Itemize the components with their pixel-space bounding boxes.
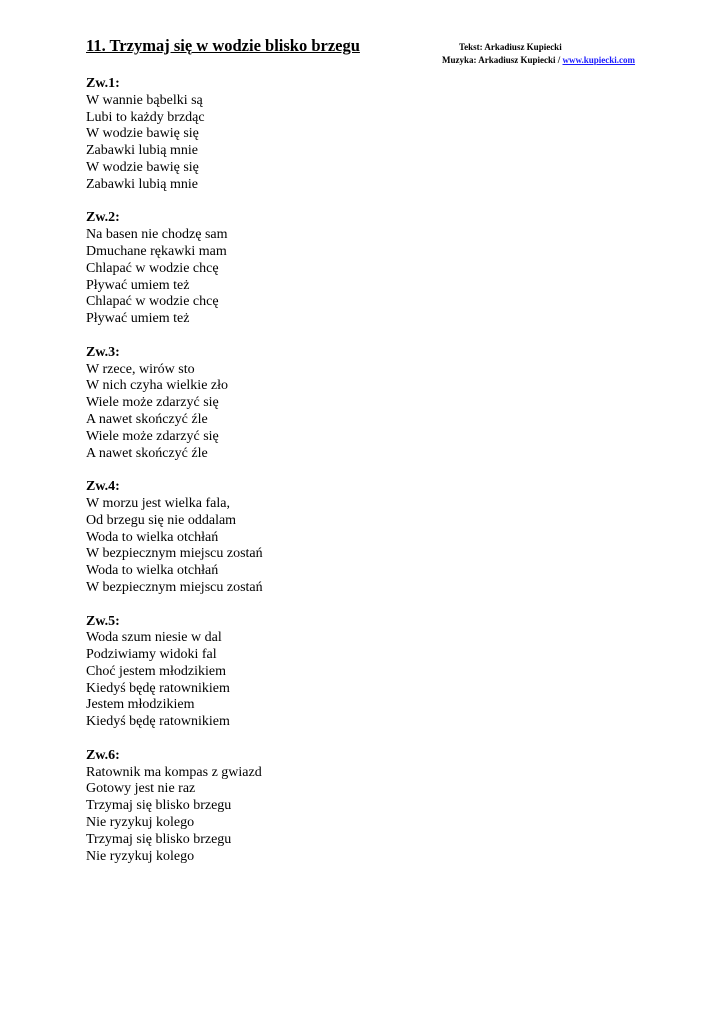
verse-block xyxy=(86,210,486,328)
verse-label: Zw.2: xyxy=(86,210,120,226)
verse-line: Wiele może zdarzyć się xyxy=(86,395,219,411)
verse-label: Zw.4: xyxy=(86,479,120,495)
verse-line: W wodzie bawię się xyxy=(86,126,199,142)
verse-block xyxy=(86,479,486,597)
lyrics-body xyxy=(86,76,486,882)
verse-line: Woda to wielka otchłań xyxy=(86,563,219,579)
verse-block xyxy=(86,76,486,194)
verse-line: A nawet skończyć źle xyxy=(86,445,208,461)
verse-label: Zw.3: xyxy=(86,344,120,360)
verse-line: Zabawki lubią mnie xyxy=(86,176,198,192)
verse-line: A nawet skończyć źle xyxy=(86,411,208,427)
verse-line: Dmuchane rękawki mam xyxy=(86,243,227,259)
verse-line: Trzymaj się blisko brzegu xyxy=(86,831,232,847)
verse-block xyxy=(86,614,486,732)
music-credit-label: Muzyka: Arkadiusz Kupiecki / xyxy=(442,55,561,65)
verse-line: Trzymaj się blisko brzegu xyxy=(86,798,232,814)
verse-line: Ratownik ma kompas z gwiazd xyxy=(86,764,262,780)
verse-line: Gotowy jest nie raz xyxy=(86,781,196,797)
page-title: 11. Trzymaj się w wodzie blisko brzegu xyxy=(86,36,360,55)
verse-line: W wannie bąbelki są xyxy=(86,92,203,108)
verse-line: Lubi to każdy brzdąc xyxy=(86,109,205,125)
verse-block xyxy=(86,345,486,463)
verse-line: W nich czyha wielkie zło xyxy=(86,378,229,394)
verse-line: Nie ryzykuj kolego xyxy=(86,848,195,864)
verse-line: Chlapać w wodzie chcę xyxy=(86,294,219,310)
verse-line: Woda to wielka otchłań xyxy=(86,529,219,545)
verse-line: Pływać umiem też xyxy=(86,311,190,327)
verse-line: Zabawki lubią mnie xyxy=(86,143,198,159)
verse-line: Chlapać w wodzie chcę xyxy=(86,260,219,276)
verse-line: W bezpiecznym miejscu zostań xyxy=(86,579,263,595)
verse-label: Zw.6: xyxy=(86,747,120,763)
credits-block xyxy=(442,41,712,67)
verse-label: Zw.5: xyxy=(86,613,120,629)
verse-line: Kiedyś będę ratownikiem xyxy=(86,680,230,696)
verse-line: Kiedyś będę ratownikiem xyxy=(86,714,230,730)
verse-line: W wodzie bawię się xyxy=(86,159,199,175)
lyrics-credit: Tekst: Arkadiusz Kupiecki xyxy=(459,42,562,52)
verse-line: Od brzegu się nie oddalam xyxy=(86,512,237,528)
verse-line: W rzece, wirów sto xyxy=(86,361,195,377)
verse-line: Woda szum niesie w dal xyxy=(86,630,222,646)
verse-line: W bezpiecznym miejscu zostań xyxy=(86,546,263,562)
verse-line: W morzu jest wielka fala, xyxy=(86,495,230,511)
verse-block xyxy=(86,748,486,866)
verse-label: Zw.1: xyxy=(86,76,120,91)
verse-line: Choć jestem młodzikiem xyxy=(86,663,226,679)
verse-line: Podziwiamy widoki fal xyxy=(86,647,217,663)
verse-line: Na basen nie chodzę sam xyxy=(86,227,228,243)
website-link[interactable]: www.kupiecki.com xyxy=(562,55,636,65)
verse-line: Nie ryzykuj kolego xyxy=(86,815,195,831)
verse-line: Jestem młodzikiem xyxy=(86,697,195,713)
music-credit xyxy=(442,54,712,67)
verse-line: Pływać umiem też xyxy=(86,277,190,293)
verse-line: Wiele może zdarzyć się xyxy=(86,428,219,444)
